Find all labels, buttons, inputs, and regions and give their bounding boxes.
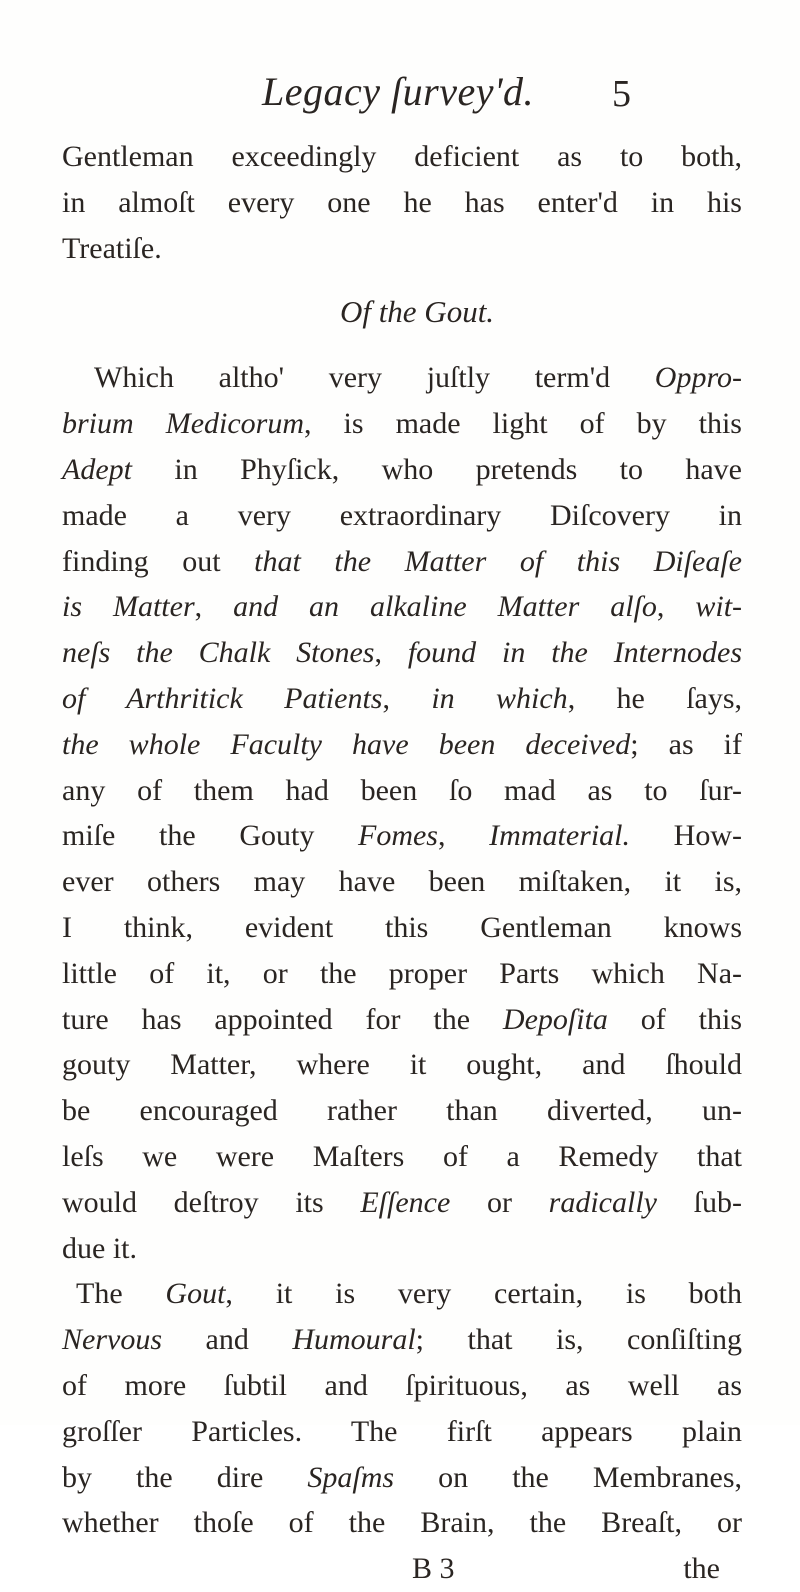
text-line: gouty Matter, where it ought, and ſhould (62, 1048, 742, 1082)
text-line: of more ſubtil and ſpirituous, as well as (62, 1368, 742, 1402)
text-line: Adept in Phyſick, who pretends to have (62, 452, 742, 486)
footer-line (62, 1546, 742, 1592)
text-line: be encouraged rather than diverted, un- (62, 1094, 742, 1128)
text-line: by the dire Spaſms on the Membranes, (62, 1460, 742, 1494)
text-line: miſe the Gouty Fomes, Immaterial. How- (62, 819, 742, 853)
text-line: due it. (62, 1231, 137, 1265)
running-title: Legacy ſurvey'd. (262, 69, 535, 114)
text-line: I think, evident this Gentleman knows (62, 910, 742, 944)
text-line: the whole Faculty have been deceived; as if (62, 727, 742, 761)
text-line: little of it, or the proper Parts which Na- (62, 956, 742, 990)
text-line: groſſer Particles. The firſt appears plain (62, 1414, 742, 1448)
text-line: made a very extraordinary Diſcovery in (62, 498, 742, 532)
text-line: Which altho' very juſtly term'd Oppro- (94, 361, 742, 395)
signature-mark: B 3 (412, 1552, 455, 1586)
page-number: 5 (612, 73, 631, 115)
text-line: The Gout, it is very certain, is both (76, 1277, 743, 1311)
text-line: Gentleman exceedingly deficient as to both, (62, 140, 742, 173)
text-line: whether thoſe of the Brain, the Breaſt, or (62, 1506, 742, 1540)
catchword: the (683, 1552, 720, 1586)
text-line: brium Medicorum, is made light of by this (62, 407, 742, 441)
section-heading: Of the Gout. (339, 294, 495, 330)
text-line: of Arthritick Patients, in which, he ſays, (62, 681, 743, 715)
page-header (0, 68, 800, 128)
body-text (62, 134, 742, 1592)
text-line: Treatiſe. (62, 231, 162, 265)
text-line: in almoſt every one he has enter'd in his (62, 185, 742, 219)
text-line: Nervous and Humoural; that is, conſiſting (62, 1323, 742, 1357)
text-line: would deſtroy its Eſſence or radically ſub- (62, 1185, 742, 1219)
text-line: finding out that the Matter of this Diſeaſe (62, 544, 742, 578)
text-line: is Matter, and an alkaline Matter alſo, wit- (62, 590, 743, 624)
text-line: leſs we were Maſters of a Remedy that (62, 1139, 742, 1173)
text-line: any of them had been ſo mad as to ſur- (62, 773, 742, 807)
text-line: ever others may have been miſtaken, it is, (62, 865, 742, 899)
text-line: ture has appointed for the Depoſita of this (62, 1002, 742, 1036)
text-line: neſs the Chalk Stones, found in the Internodes (62, 636, 742, 670)
